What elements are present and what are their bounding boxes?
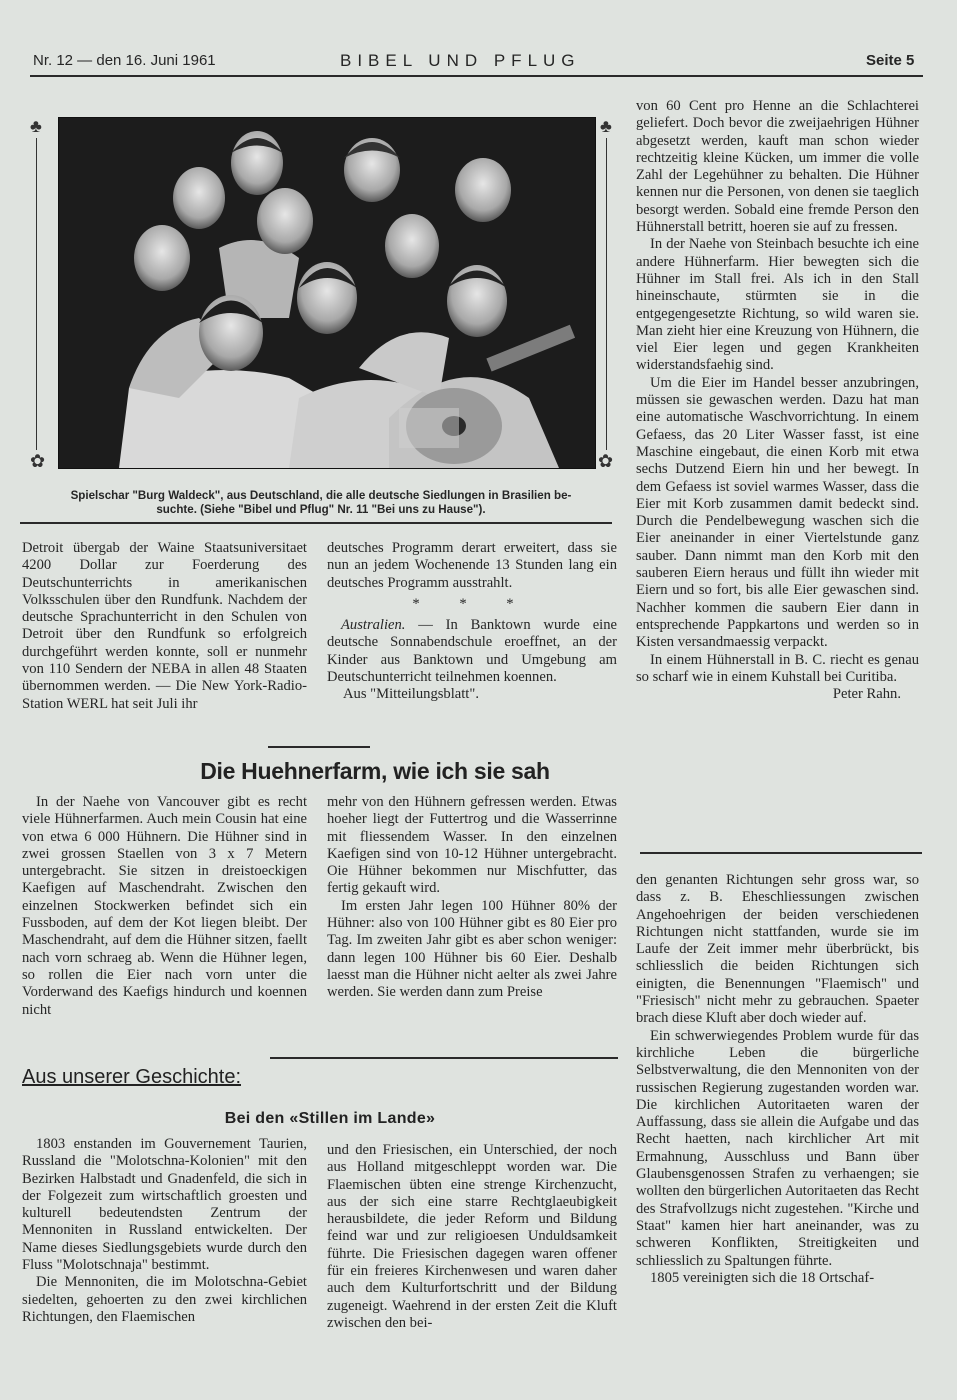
headline: Die Huehnerfarm, wie ich sie sah [200, 758, 550, 784]
paragraph: In einem Hühnerstall in B. C. riecht es genau so scharf wie in einem Kuhstall bei Curitiba. [636, 651, 919, 685]
farm-continued-column [636, 98, 919, 703]
paragraph: Detroit übergab der Waine Staatsuniversitaet 4200 Dollar zur Foerderung des Deutschunterrichts in amerikanischen Volksschulen über den Rundfunk. Nachdem der deutsche Sprachunterricht in den Schulen von Detroit über den Rundfunk so erfolgreich durchgeführt werden konnte, soll er nunmehr von 110 Sendern der NEBA in allen 48 Staaten übernommen werden. — Die New York-Radio-Station WERL hat seit Juli ihr [22, 540, 307, 712]
paragraph: 1803 enstanden im Gouvernement Taurien, Russland die "Molotschna-Kolonien" mit den Bezirken Halbstadt und Gnadenfeld, die sich in der Folgezeit zum wirtschaftlich groesten und kulturell bedeutendsten Zentrum der Mennoniten in Russland entwickelten. Der Name dieses Siedlungsgebiets wurde durch den Fluss "Molotschnaja" bestimmt. [22, 1136, 307, 1274]
frame-line-right [606, 138, 607, 450]
ornament-icon: ♣ [600, 116, 612, 136]
article-australia [327, 540, 617, 704]
paragraph: deutsches Programm derart erweitert, dass sie nun an jedem Wochenende 13 Stunden lang ein deutsches Programm ausstrahlt. [327, 540, 617, 591]
farm-end-rule [270, 1057, 618, 1059]
history-column-1 [22, 1136, 307, 1326]
history-column-2 [327, 1142, 617, 1332]
history-column-3 [636, 872, 919, 1287]
article-detroit [22, 540, 307, 713]
caption-rule [20, 522, 612, 524]
group-photo [58, 117, 596, 469]
ornament-icon: ✿ [598, 451, 614, 471]
photo-caption-line: suchte. (Siehe "Bibel und Pflug" Nr. 11 "Bei uns zu Hause"). [156, 503, 486, 516]
paragraph: In der Naehe von Vancouver gibt es recht viele Hühnerfarmen. Auch mein Cousin hat eine von etwa 6 000 Hühnern. Die Hühner sind in zwei grossen Staellen von 3 x 7 Metern untergebracht. Sie sitzen in dreistoeckigen Kaefigen auf Maschendraht. Zwischen den einzelnen Stockwerken befindet sich ein Fussboden, auf dem der Kot liegen bleibt. Der Maschendraht, auf dem die Hühner sitzen, faellt nach vorn schraeg ab. Wenn die Hühner legen, so rollen die Eier nach vorn unter die Vorderwand des Kaefigs hindurch und koennen nicht [22, 794, 307, 1018]
frame-line-left [36, 138, 37, 450]
paragraph: In der Naehe von Steinbach besuchte ich eine andere Hühnerfarm. Hier bewegten sich die Hühner im Stall frei. Als ich in den Stall hineinschaute, stürmten sie in die entgegengesetzte Richtung, so wild waren sie. Man zieht hier eine Kreuzung von Hühnern, die viel Eier legen und gegen Krankheiten widerstandsfaehig sind. [636, 236, 919, 374]
paragraph: Im ersten Jahr legen 100 Hühner 80% der Hühner: also von 100 Hühner gibt es 80 Eier pro Tag. Im zweiten Jahr gibt es aber schon weniger: dann legen 100 Hühner bis 60 Eier. Deshalb laesst man die Hühner nicht aelter als zwei Jahre werden. Sie werden dann zum Preise [327, 897, 617, 1001]
paragraph: mehr von den Hühnern gefressen werden. Etwas hoeher liegt der Futtertrog und die Wasserrinne mit fliessendem Wasser. In den einzelnen Kaefigen sind von 10-12 Hühner untergebracht. Oie Hühner bekommen nur Mischfutter, das fertig gekauft wird. [327, 794, 617, 897]
paragraph: Die Mennoniten, die im Molotschna-Gebiet siedelten, gehoerten zu den zwei kirchlichen Richtungen, den Flaemischen [22, 1274, 307, 1325]
header-rule [30, 75, 923, 77]
page-number: Seite 5 [866, 52, 915, 69]
author: Peter Rahn. [832, 686, 901, 703]
photo-caption-line: Spielschar "Burg Waldeck", aus Deutschland, die alle deutsche Siedlungen in Brasilien be- [70, 489, 572, 502]
paragraph [327, 617, 617, 686]
farm-column-2 [327, 794, 617, 1002]
ornament-icon: ♣ [30, 116, 42, 136]
photo-caption [36, 489, 606, 517]
paragraph: Ein schwerwiegendes Problem wurde für das kirchliche Leben die bürgerliche Selbstverwaltung, die den Mennoniten von der russischen Regierung zugestanden worden war. Die kirchlichen Autoritaeten waren der Auffassung, dass sie allein die Aufgabe und das Recht haetten, nach kirchlicher Art mit Ermahnung, Ausschluss und Bann über Glaubensgenossen Strafen zu verhaengen; sie wollten den bürgerlichen Autoritaeten das Recht des Strafvollzugs nicht zugestehen. "Kirche und Staat" kamen hier hart aneinander, was zu schweren Konflikten, Streitigkeiten und schliesslich zu Spaltungen führte. [636, 1027, 919, 1269]
ornament-icon: ✿ [30, 451, 46, 471]
place-lead: Australien. [341, 617, 406, 634]
paragraph: 1805 vereinigten sich die 18 Ortschaf- [650, 1269, 875, 1286]
farm-column-1 [22, 794, 307, 1019]
section-title: Aus unserer Geschichte: [22, 1066, 241, 1088]
section-subtitle: Bei den «Stillen im Lande» [224, 1110, 436, 1127]
paragraph: von 60 Cent pro Henne an die Schlachterei geliefert. Doch bevor die zweijaehrigen Hühner abgesetzt werden, kauft man schon wieder rechtzeitig kleine Kücken, um immer die volle Zahl der Legehühner zu behalten. Die Hühner kennen nur die Personen, von denen sie taeglich besorgt werden. Sobald eine fremde Person den Hühnerstall betritt, hoeren sie auf zu fressen. [636, 98, 919, 236]
section-stars: * * * [412, 595, 532, 612]
paragraph: Um die Eier im Handel besser anzubringen, müssen sie gewaschen werden. Dazu hat man eine automatische Waschvorrichtung. In einem Gefaess, das 20 Liter Wasser fasst, ist eine Maschine eingebaut, die einen Korb mit etwa sechs Dutzend Eiern hin und her bewegt. In dem Gefaess ist soviel warmes Wasser, dass die Eier mit Korb zusammen damit bedeckt sind. Durch die Pendelbewegung waschen sich die Eier aneinander in einer Viertelstunde ganz sauber. Dann nimmt man den Korb mit den sauberen Eiern heraus und füllt ihn wieder mit Eiern und so fort, bis alle Eier gewaschen sind. Nachher kommen die saubern Eier dann in entsprechende Pappkartons und werden so in Kisten versandmaessig verpackt. [636, 374, 919, 651]
source-note: Aus "Mitteilungsblatt". [343, 686, 479, 703]
issue-date: Nr. 12 — den 16. Juni 1961 [33, 52, 216, 69]
paragraph: und den Friesischen, ein Unterschied, der noch aus Holland mitgeschleppt worden war. Die Flaemischen übten eine strenge Kirchenzucht, aus der sich eine starre Rechtglaeubigkeit herausbildete, die jeder Reform und Bildung feind war und zur religioesen Unduldsamkeit führte. Die Friesischen dagegen waren offener für ein freieres Kirchenwesen und waren daher auch dem Kulturfortschritt und der Bildung zugeneigt. Waehrend in der ersten Zeit die Kluft zwischen den bei- [327, 1142, 617, 1331]
paragraph-text: — In Banktown wurde eine deutsche Sonnabendschule eroeffnet, an der Kinder aus Banktown und Umgebung am Deutschunterricht teilnehmen koennen. [327, 617, 617, 686]
right-column-rule [640, 852, 922, 854]
short-rule [268, 746, 370, 748]
paragraph: den genanten Richtungen sehr gross war, so dass z. B. Eheschliessungen zwischen Angehoehrigen der beiden verschiedenen Richtungen nicht stattfanden, wurde sie im Laufe der Zeit immer mehr überbrückt, bis schliesslich die beiden Richtungen sich einigten, die Benennungen "Flaemisch" und "Friesisch" nicht mehr zu gebrauchen. Spaeter brach diese Kluft aber doch wieder auf. [636, 872, 919, 1027]
masthead-title: BIBEL UND PFLUG [340, 51, 581, 70]
